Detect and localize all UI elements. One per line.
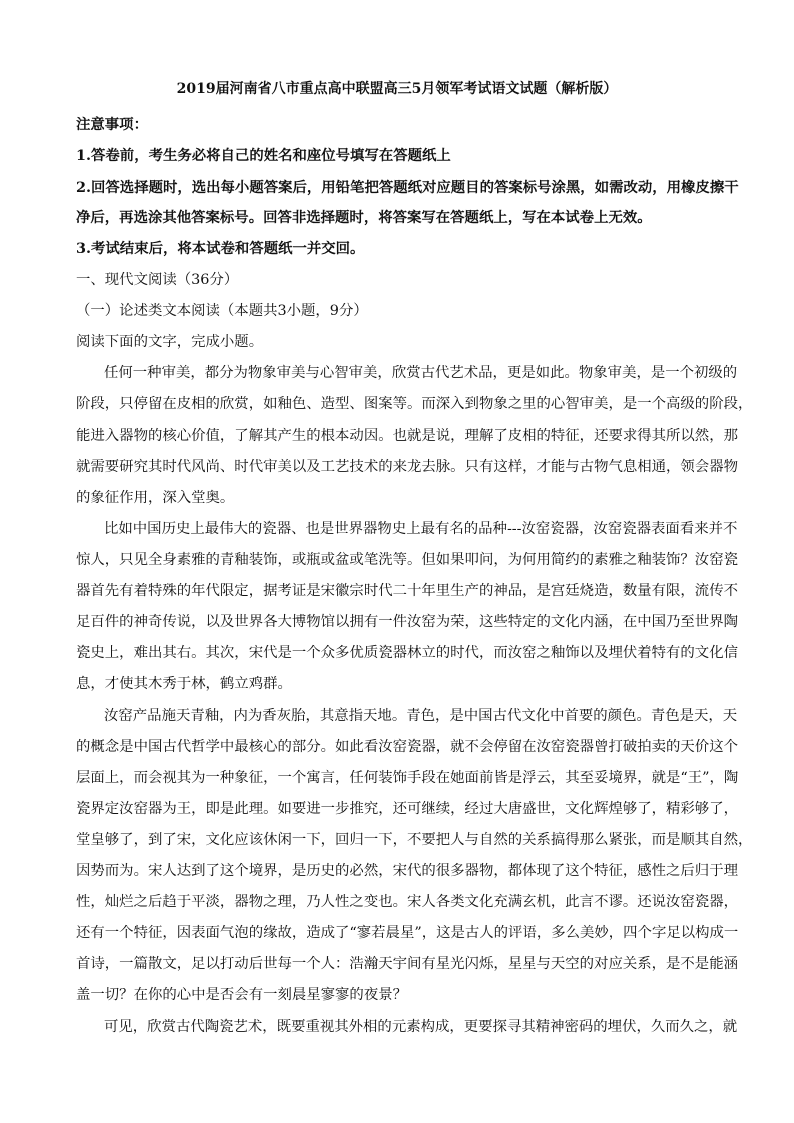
passage-line: 瓷界定汝窑器为王，即是此理。如要进一步推究，还可继续，经过大唐盛世，文化辉煌够了，精彩够了，	[76, 801, 738, 817]
document-title: 2019届河南省八市重点高中联盟高三5月领军考试语文试题（解析版）	[176, 81, 618, 97]
passage-line: 因势而为。宋人达到了这个境界，是历史的必然，宋代的很多器物，都体现了这个特征，感性之后归于理	[76, 863, 738, 879]
passage-line: 息，才使其木秀于林，鹤立鸡群。	[76, 676, 292, 692]
passage-line: 惊人，只见全身素雅的青釉装饰，或瓶或盆或笔洗等。但如果叩问，为何用简约的素雅之釉装饰？汝窑瓷	[76, 552, 738, 568]
notes-item-2-line-2: 净后，再选涂其他答案标号。回答非选择题时，将答案写在答题纸上，写在本试卷上无效。	[76, 209, 652, 226]
passage-line: 瓷史上，难出其右。其次，宋代是一个众多优质瓷器林立的时代，而汝窑之釉饰以及埋伏着特有的文化信	[76, 645, 738, 661]
passage-line: 堂皇够了，到了宋，文化应该休闲一下，回归一下，不要把人与自然的关系搞得那么紧张，而是顺其自然，	[76, 832, 753, 848]
passage-line: 性，灿烂之后趋于平淡，器物之理，乃人性之变也。宋人各类文化充满玄机，此言不谬。还说汝窑瓷器，	[76, 894, 738, 910]
notes-item-3: 3.考试结束后，将本试卷和答题纸一并交回。	[76, 240, 365, 257]
reading-instruction: 阅读下面的文字，完成小题。	[76, 334, 264, 350]
passage-line: 就需要研究其时代风尚、时代审美以及工艺技术的来龙去脉。只有这样，才能与古物气息相通，领会器物	[76, 459, 738, 475]
notes-item-2-line-1: 2.回答选择题时，选出每小题答案后，用铅笔把答题纸对应题目的答案标号涂黑，如需改动，用橡皮擦干	[76, 179, 739, 196]
section-heading: 一、现代文阅读（36分）	[76, 272, 239, 288]
passage-line: 层面上，而会视其为一种象征，一个寓言，任何装饰手段在她面前皆是浮云，其至妥境界，就是“王”，陶	[76, 770, 739, 786]
passage-line: 阶段，只停留在皮相的欣赏，如釉色、造型、图案等。而深入到物象之里的心智审美，是一个高级的阶段，	[76, 396, 753, 412]
passage-line: 足百件的神奇传说，以及世界各大博物馆以拥有一件汝窑为荣，这些特定的文化内涵，在中国乃至世界陶	[76, 614, 738, 630]
passage-line: 可见，欣赏古代陶瓷艺术，既要重视其外相的元素构成，更要探寻其精神密码的埋伏，久而久之，就	[104, 1019, 738, 1035]
passage-line: 还有一个特征，因表面气泡的缘故，造成了“寥若晨星”，这是古人的评语，多么美妙，四个字足以构成一	[76, 925, 739, 941]
passage-line: 器首先有着特殊的年代限定，据考证是宋徽宗时代二十年里生产的神品，是宫廷烧造，数量有限，流传不	[76, 583, 738, 599]
passage-line: 能进入器物的核心价值，了解其产生的根本动因。也就是说，理解了皮相的特征，还要求得其所以然，那	[76, 428, 738, 444]
passage-line: 任何一种审美，都分为物象审美与心智审美，欣赏古代艺术品，更是如此。物象审美，是一个初级的	[104, 365, 738, 381]
passage-line: 汝窑产品施天青釉，内为香灰胎，其意指天地。青色，是中国古代文化中首要的颜色。青色是天，天	[104, 708, 738, 724]
notes-heading: 注意事项：	[76, 116, 148, 133]
subsection-heading: （一）论述类文本阅读（本题共3小题，9分）	[76, 303, 368, 319]
passage-line: 的象征作用，深入堂奥。	[76, 490, 235, 506]
passage-line: 盖一切？在你的心中是否会有一刻晨星寥寥的夜景？	[76, 987, 407, 1003]
passage-line: 的概念是中国古代哲学中最核心的部分。如此看汝窑瓷器，就不会停留在汝窑瓷器曾打破拍卖的天价这个	[76, 739, 738, 755]
notes-item-1: 1.答卷前，考生务必将自己的姓名和座位号填写在答题纸上	[76, 147, 451, 164]
passage-line: 比如中国历史上最伟大的瓷器、也是世界器物史上最有名的品种---汝窑瓷器，汝窑瓷器表面看来并不	[104, 521, 738, 537]
passage-line: 首诗，一篇散文，足以打动后世每一个人：浩瀚天宇间有星光闪烁，星星与天空的对应关系，是不是能涵	[76, 956, 738, 972]
